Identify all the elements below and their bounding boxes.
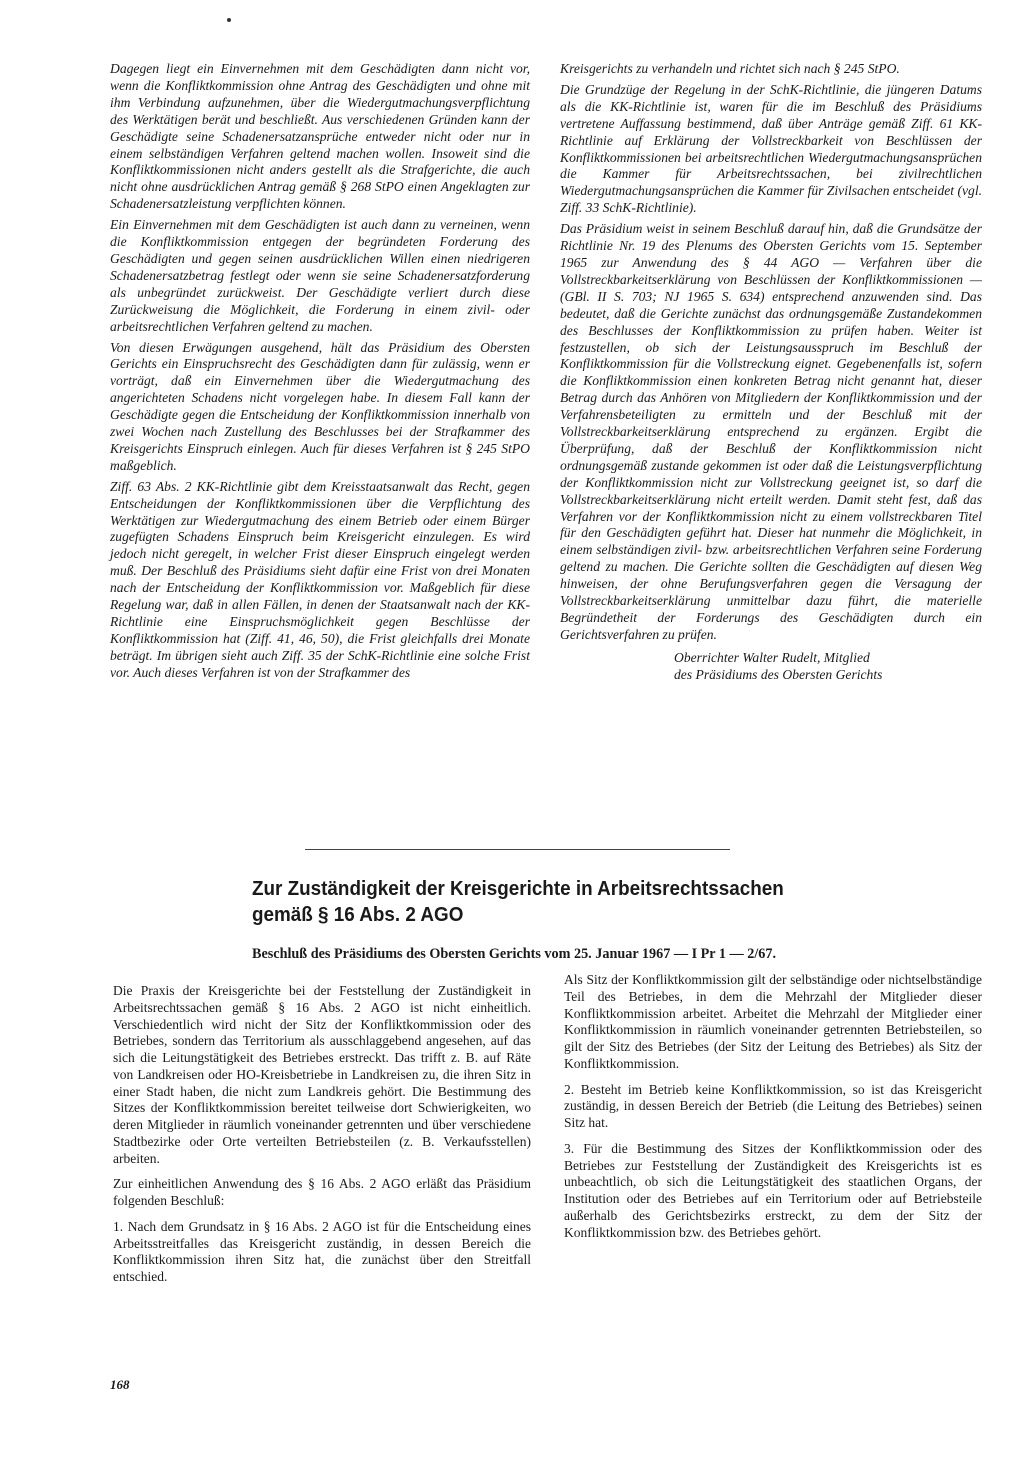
paragraph: Zur einheitlichen Anwendung des § 16 Abs. 2 AGO erläßt das Präsidium folgenden Beschluß:	[113, 1176, 531, 1208]
paragraph: 3. Für die Bestimmung des Sitzes der Konfliktkommission oder des Betriebes zur Feststellung der Zuständigkeit des Kreisgerichts ist es unbeachtlich, ob sich die Leitungstätigkeit des staatlichen Organs, der Institution oder des Betriebes auf ein Territorium oder auf Betriebsteile außerhalb des Gerichtsbezirks erstreckt, zu dem der Sitz der Konfliktkommission bzw. des Betriebes gehört.	[564, 1140, 982, 1240]
print-speck	[227, 18, 231, 22]
paragraph: Ein Einvernehmen mit dem Geschädigten ist auch dann zu verneinen, wenn die Konfliktkommission entgegen der begründeten Forderung des Geschädigten und gegen seinen ausdrücklichen Willen einen niedrigeren Schadenersatzbetrag festlegt oder wenn sie seine Schadenersatzforderung als unbegründet zurückweist. Der Geschädigte verliert durch diese Zurückweisung die Möglichkeit, die Forderung in einem zivil- oder arbeitsrechtlichen Verfahren geltend zu machen.	[110, 217, 530, 334]
section-divider	[305, 849, 730, 850]
paragraph: Ziff. 63 Abs. 2 KK-Richtlinie gibt dem Kreisstaatsanwalt das Recht, gegen Entscheidungen der Konfliktkommissionen über die Verpflichtung des Werktätigen zur Wiedergutmachung des einem Betrieb oder einem Bürger zugefügten Schadens Einspruch beim Kreisgericht einzulegen. Es wird jedoch nicht geregelt, in welcher Frist dieser Einspruch eingelegt werden muß. Der Beschluß des Präsidiums sieht dafür eine Frist von drei Monaten nach der Entscheidung der Konfliktkommission vor. Maßgeblich für diese Regelung war, daß in allen Fällen, in denen der Staatsanwalt nach der KK-Richtlinie eine Einspruchsmöglichkeit gegen Beschlüsse der Konfliktkommission hat (Ziff. 41, 46, 50), die Frist gleichfalls drei Monate beträgt. Im übrigen sieht auch Ziff. 35 der SchK-Richtlinie eine solche Frist vor. Auch dieses Verfahren ist von der Strafkammer des	[110, 478, 530, 680]
signature-role-line: des Präsidiums des Obersten Gerichts	[674, 666, 883, 682]
article-title-line-2: gemäß § 16 Abs. 2 AGO	[252, 903, 464, 926]
article-title-line-1: Zur Zuständigkeit der Kreisgerichte in Arbeitsrechtssachen	[252, 877, 784, 900]
signature-name-line: Oberrichter Walter Rudelt, Mitglied	[674, 649, 870, 665]
paragraph: 2. Besteht im Betrieb keine Konfliktkommission, so ist das Kreisgericht zuständig, in dessen Bereich der Betrieb (die Leitung des Betriebes) seinen Sitz hat.	[564, 1081, 982, 1130]
bottom-right-column	[564, 972, 982, 1250]
paragraph: Die Grundzüge der Regelung in der SchK-Richtlinie, die jüngeren Datums als die KK-Richtlinie ist, waren für die im Beschluß des Präsidiums vertretene Auffassung bestimmend, daß über Anträge gemäß Ziff. 61 KK-Richtlinie auf Erklärung der Vollstreckbarkeit von Beschlüssen der Konfliktkommissionen bei arbeitsrechtlichen Wiedergutmachungsansprüchen die Kammer für Arbeitsrechtssachen, bei zivilrechtlichen Wiedergutmachungsansprüchen die Kammer für Zivilsachen entscheidet (vgl. Ziff. 33 SchK-Richtlinie).	[560, 81, 982, 216]
paragraph: 1. Nach dem Grundsatz in § 16 Abs. 2 AGO ist für die Entscheidung eines Arbeitsstreitfalles das Kreisgericht zuständig, in dessen Bereich die Konfliktkommission ihren Sitz hat, die zunächst über den Streitfall entschied.	[113, 1218, 531, 1284]
top-left-column	[110, 61, 530, 686]
paragraph: Als Sitz der Konfliktkommission gilt der selbständige oder nichtselbständige Teil des Betriebes, in dem die Mehrzahl der Mitglieder dieser Konfliktkommission arbeitet. Arbeitet die Mehrzahl der Mitglieder einer Konfliktkommission in räumlich voneinander getrennten Betriebsteilen, so gilt der Sitz des Betriebes (der Sitz der Leitung des Betriebes) als Sitz der Konfliktkommission.	[564, 972, 982, 1071]
paragraph: Kreisgerichts zu verhandeln und richtet sich nach § 245 StPO.	[560, 61, 900, 76]
paragraph: Die Praxis der Kreisgerichte bei der Feststellung der Zuständigkeit in Arbeitsrechtssachen gemäß § 16 Abs. 2 AGO ist nicht einheitlich. Verschiedentlich wird nicht der Sitz der Konfliktkommission oder des Betriebes, sondern das Territorium als ausschlaggebend angesehen, auf das sich die Leitungstätigkeit des Betriebes erstreckt. Das trifft z. B. auf Räte von Landkreisen oder HO-Kreisbetriebe in Landkreisen zu, die ihren Sitz in einer Stadt haben, die nicht zum Landkreis gehört. Die Bestimmung des Sitzes der Konfliktkommission bereitet teilweise dort Schwierigkeiten, wo deren Mitglieder in räumlich voneinander getrennten und über verschiedene Stadtbezirke oder Orte verteilten Betriebsteilen (z. B. Verkaufsstellen) arbeiten.	[113, 983, 531, 1166]
page-number: 168	[110, 1377, 130, 1392]
article-title	[252, 876, 804, 928]
article-subtitle: Beschluß des Präsidiums des Obersten Gerichts vom 25. Januar 1967 — I Pr 1 — 2/67.	[252, 946, 777, 962]
paragraph: Dagegen liegt ein Einvernehmen mit dem Geschädigten dann nicht vor, wenn die Konfliktkommission ohne Antrag des Geschädigten und ohne mit ihm Verbindung aufzunehmen, über die Wiedergutmachungsverpflichtung des Werktätigen berät und beschließt. Aus verschiedenen Gründen kann der Geschädigte seine Schadenersatzansprüche entweder nicht oder nur in einem selbständigen Verfahren geltend machen wollen. Insoweit sind die Konfliktkommissionen nicht anders gestellt als die Strafgerichte, die auch nicht ohne ausdrücklichen Antrag gemäß § 268 StPO einen Angeklagten zur Schadenersatzleistung verpflichten können.	[110, 61, 530, 212]
paragraph: Von diesen Erwägungen ausgehend, hält das Präsidium des Obersten Gerichts ein Einspruchsrecht des Geschädigten dann für zulässig, wenn er vorträgt, daß ein Einvernehmen über die Wiedergutmachung des angerichteten Schadens nicht vorgelegen habe. In diesem Fall kann der Geschädigte gegen die Entscheidung der Konfliktkommission innerhalb von zwei Wochen nach Zustellung des Beschlusses bei der Strafkammer des Kreisgerichts Einspruch einlegen. Auch für dieses Verfahren ist § 245 StPO maßgeblich.	[110, 339, 530, 473]
top-right-column	[560, 61, 982, 684]
bottom-left-column	[113, 983, 531, 1295]
paragraph: Das Präsidium weist in seinem Beschluß darauf hin, daß die Grundsätze der Richtlinie Nr. 19 des Plenums des Obersten Gerichts vom 15. September 1965 zur Anwendung des § 44 AGO — Verfahren über die Vollstreckbarkeitserklärung von Beschlüssen der Konfliktkommissionen — (GBl. II S. 703; NJ 1965 S. 634) entsprechend anzuwenden sind. Das bedeutet, daß die Gerichte zunächst das ordnungsgemäße Zustandekommen des Beschlusses der Konfliktkommission zu prüfen haben. Weiter ist festzustellen, ob sich der Leistungsausspruch im Beschluß der Konfliktkommission für die Vollstreckung eignet. Gegebenenfalls ist, sofern die Konfliktkommission einen konkreten Betrag nicht genannt hat, dieser Betrag durch das Anhören von Mitgliedern der Konfliktkommission und der Verfahrensbeteiligten zu ermitteln und der Beschluß mit der Vollstreckbarkeitserklärung entsprechend zu ergänzen. Ergibt die Überprüfung, daß der Beschluß der Konfliktkommission nicht ordnungsgemäß zustande gekommen ist oder daß die Leistungsverpflichtung der Konfliktkommission nicht zur Vollstreckung geeignet ist, so darf die Vollstreckbarkeitserklärung nicht erteilt werden. Damit steht fest, daß das Verfahren vor der Konfliktkommission nicht zu einem vollstreckbaren Titel für den Geschädigten geführt hat. Dieser hat nunmehr die Möglichkeit, in einem selbständigen zivil- bzw. arbeitsrechtlichen Verfahren seine Forderung geltend zu machen. Die Gerichte sollten die Geschädigten auf diesen Weg hinweisen, der ohne Berufungsverfahren gegen die Versagung der Vollstreckbarkeitserklärung unmittelbar dazu führt, die materielle Begründetheit der Forderungs des Geschädigten durch ein Gerichtsverfahren zu prüfen.	[560, 221, 982, 642]
author-signature	[560, 650, 982, 684]
